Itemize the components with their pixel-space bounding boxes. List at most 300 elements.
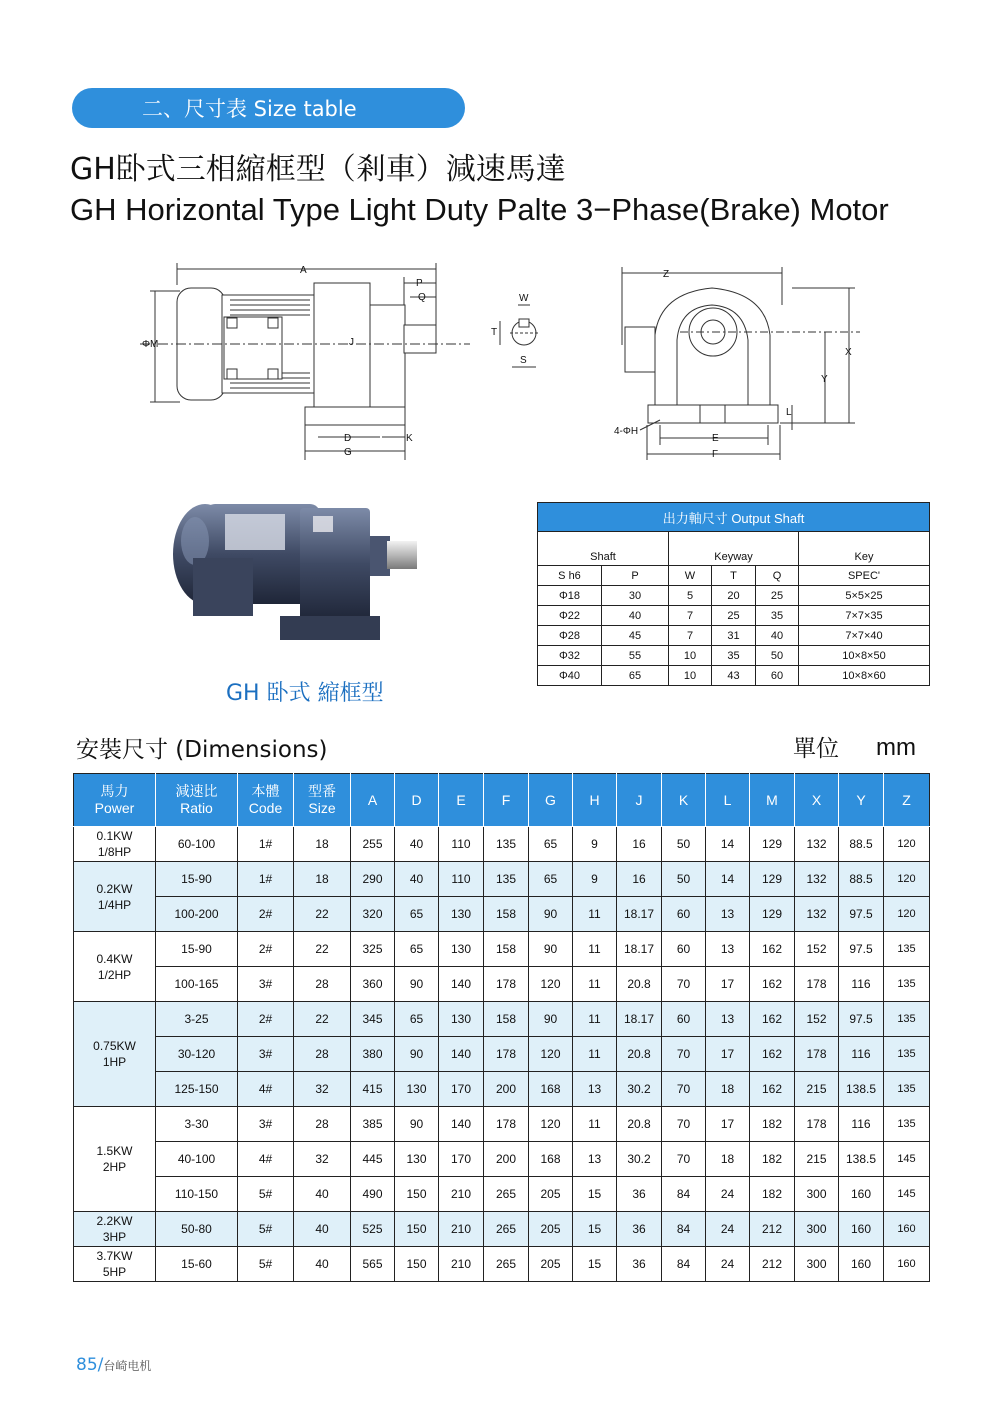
table-cell: 11 xyxy=(573,1107,617,1142)
dim-label-s: S xyxy=(520,355,527,366)
col-header-d: D xyxy=(395,774,439,827)
shaft-cell: 50 xyxy=(756,646,799,666)
col-header-l: L xyxy=(706,774,750,827)
table-cell: 100-200 xyxy=(156,897,238,932)
table-cell: 32 xyxy=(294,1142,351,1177)
table-cell: 130 xyxy=(395,1072,439,1107)
front-view-drawing xyxy=(614,267,860,460)
section-title: 二、尺寸表 Size table xyxy=(142,97,357,121)
table-cell: 116 xyxy=(839,1107,884,1142)
table-cell: 135 xyxy=(884,1002,930,1037)
output-shaft-column-headers xyxy=(538,566,930,586)
table-cell: 50 xyxy=(662,862,706,897)
shaft-cell: 45 xyxy=(602,626,669,646)
shaft-cell: 43 xyxy=(712,666,756,686)
shaft-cell: 40 xyxy=(602,606,669,626)
table-cell: 205 xyxy=(529,1247,573,1282)
dim-label-t: T xyxy=(491,327,498,338)
table-cell: 178 xyxy=(484,967,529,1002)
technical-drawing xyxy=(0,255,990,465)
table-cell: 120 xyxy=(884,862,930,897)
table-cell: 150 xyxy=(395,1247,439,1282)
power-cell: 0.4KW 1/2HP xyxy=(74,932,156,1002)
shaft-col-header: P xyxy=(602,566,669,586)
table-cell: 97.5 xyxy=(839,1002,884,1037)
table-cell: 205 xyxy=(529,1177,573,1212)
shaft-cell: 65 xyxy=(602,666,669,686)
dim-label-d: D xyxy=(344,433,352,444)
col-header-z: Z xyxy=(884,774,930,827)
table-cell: 178 xyxy=(484,1037,529,1072)
table-cell: 2# xyxy=(238,897,294,932)
table-cell: 3-30 xyxy=(156,1107,238,1142)
table-cell: 125-150 xyxy=(156,1072,238,1107)
shaft-col-header: T xyxy=(712,566,756,586)
power-cell: 1.5KW 2HP xyxy=(74,1107,156,1212)
col-header-code: 本體 Code xyxy=(238,774,294,827)
table-cell: 158 xyxy=(484,932,529,967)
table-cell: 5# xyxy=(238,1212,294,1247)
table-cell: 135 xyxy=(884,1107,930,1142)
dim-label-w: W xyxy=(519,293,529,304)
table-cell: 160 xyxy=(839,1177,884,1212)
group-shaft: Shaft xyxy=(538,532,669,566)
table-cell: 170 xyxy=(439,1142,484,1177)
table-cell: 97.5 xyxy=(839,897,884,932)
table-cell: 11 xyxy=(573,1037,617,1072)
table-cell: 40 xyxy=(395,862,439,897)
table-cell: 385 xyxy=(351,1107,395,1142)
table-cell: 415 xyxy=(351,1072,395,1107)
table-cell: 1# xyxy=(238,827,294,862)
table-cell: 160 xyxy=(839,1247,884,1282)
table-cell: 90 xyxy=(529,897,573,932)
shaft-cell: 10×8×50 xyxy=(799,646,930,666)
shaft-cell: 25 xyxy=(712,606,756,626)
table-cell: 215 xyxy=(795,1072,839,1107)
shaft-cell: 7 xyxy=(669,626,712,646)
page-title-cn: GH卧式三相縮框型（剎車）減速馬達 xyxy=(70,152,566,187)
table-cell: 200 xyxy=(484,1142,529,1177)
table-cell: 490 xyxy=(351,1177,395,1212)
dim-label-j: J xyxy=(349,337,354,348)
table-cell: 28 xyxy=(294,1037,351,1072)
table-cell: 15 xyxy=(573,1247,617,1282)
col-header-k: K xyxy=(662,774,706,827)
shaft-col-header: S h6 xyxy=(538,566,602,586)
table-cell: 90 xyxy=(529,932,573,967)
shaft-cell: 10 xyxy=(669,646,712,666)
table-cell: 178 xyxy=(795,967,839,1002)
table-cell: 129 xyxy=(750,862,795,897)
table-cell: 40 xyxy=(294,1177,351,1212)
table-cell: 2# xyxy=(238,932,294,967)
table-cell: 60 xyxy=(662,1002,706,1037)
dim-label-k: K xyxy=(406,433,413,444)
table-cell: 4# xyxy=(238,1142,294,1177)
table-row xyxy=(74,1037,930,1072)
shaft-row xyxy=(538,606,930,626)
table-cell: 110 xyxy=(439,862,484,897)
table-cell: 178 xyxy=(795,1107,839,1142)
table-cell: 90 xyxy=(395,1037,439,1072)
table-row xyxy=(74,1142,930,1177)
table-row xyxy=(74,932,930,967)
table-cell: 135 xyxy=(484,862,529,897)
shaft-cell: 35 xyxy=(756,606,799,626)
table-row xyxy=(74,1212,930,1247)
table-cell: 65 xyxy=(395,897,439,932)
group-key: Key xyxy=(799,532,930,566)
table-cell: 15-90 xyxy=(156,862,238,897)
table-row xyxy=(74,1247,930,1282)
table-row xyxy=(74,1072,930,1107)
table-cell: 32 xyxy=(294,1072,351,1107)
table-cell: 129 xyxy=(750,897,795,932)
shaft-cell: 31 xyxy=(712,626,756,646)
table-cell: 28 xyxy=(294,1107,351,1142)
table-cell: 22 xyxy=(294,932,351,967)
shaft-cell: 7×7×35 xyxy=(799,606,930,626)
table-cell: 11 xyxy=(573,897,617,932)
shaft-cell: Φ28 xyxy=(538,626,602,646)
dim-label-x: X xyxy=(845,347,852,358)
table-cell: 380 xyxy=(351,1037,395,1072)
unit-value: mm xyxy=(876,734,916,761)
table-cell: 30-120 xyxy=(156,1037,238,1072)
table-cell: 265 xyxy=(484,1247,529,1282)
shaft-cell: 5 xyxy=(669,586,712,606)
col-header-a: A xyxy=(351,774,395,827)
shaft-cell: 10 xyxy=(669,666,712,686)
table-cell: 565 xyxy=(351,1247,395,1282)
table-cell: 160 xyxy=(884,1247,930,1282)
table-cell: 20.8 xyxy=(617,1037,662,1072)
table-cell: 18.17 xyxy=(617,1002,662,1037)
dim-label-l: L xyxy=(786,407,792,418)
table-cell: 360 xyxy=(351,967,395,1002)
shaft-cell: 30 xyxy=(602,586,669,606)
power-cell: 3.7KW 5HP xyxy=(74,1247,156,1282)
table-cell: 18 xyxy=(706,1072,750,1107)
table-cell: 120 xyxy=(884,827,930,862)
table-cell: 65 xyxy=(529,862,573,897)
table-cell: 300 xyxy=(795,1177,839,1212)
shaft-row xyxy=(538,626,930,646)
table-cell: 15 xyxy=(573,1177,617,1212)
table-cell: 65 xyxy=(395,932,439,967)
table-cell: 135 xyxy=(484,827,529,862)
table-cell: 60 xyxy=(662,932,706,967)
dim-label-e: E xyxy=(712,433,719,444)
page-title-en: GH Horizontal Type Light Duty Palte 3−Phase(Brake) Motor xyxy=(70,192,889,227)
shaft-cell: Φ22 xyxy=(538,606,602,626)
table-cell: 130 xyxy=(395,1142,439,1177)
table-cell: 50-80 xyxy=(156,1212,238,1247)
table-cell: 162 xyxy=(750,1002,795,1037)
table-cell: 162 xyxy=(750,932,795,967)
table-cell: 24 xyxy=(706,1212,750,1247)
table-cell: 70 xyxy=(662,1107,706,1142)
table-cell: 135 xyxy=(884,1072,930,1107)
col-header-j: J xyxy=(617,774,662,827)
brand-name: 台崎电机 xyxy=(103,1359,152,1373)
shaft-cell: 7×7×40 xyxy=(799,626,930,646)
table-cell: 160 xyxy=(839,1212,884,1247)
table-cell: 205 xyxy=(529,1212,573,1247)
table-cell: 325 xyxy=(351,932,395,967)
table-cell: 130 xyxy=(439,1002,484,1037)
table-cell: 290 xyxy=(351,862,395,897)
dim-label-f: F xyxy=(712,449,719,460)
table-cell: 11 xyxy=(573,932,617,967)
dim-label-q: Q xyxy=(418,292,426,303)
table-cell: 88.5 xyxy=(839,827,884,862)
table-cell: 140 xyxy=(439,1107,484,1142)
table-cell: 13 xyxy=(706,1002,750,1037)
table-cell: 16 xyxy=(617,862,662,897)
table-cell: 110-150 xyxy=(156,1177,238,1212)
table-cell: 145 xyxy=(884,1142,930,1177)
table-cell: 40 xyxy=(294,1212,351,1247)
dim-label-z: Z xyxy=(663,269,670,280)
col-header-h: H xyxy=(573,774,617,827)
shaft-cell: 5×5×25 xyxy=(799,586,930,606)
table-cell: 140 xyxy=(439,967,484,1002)
table-cell: 17 xyxy=(706,1037,750,1072)
col-header-power: 馬力 Power xyxy=(74,774,156,827)
table-cell: 90 xyxy=(395,1107,439,1142)
table-cell: 120 xyxy=(529,967,573,1002)
table-cell: 18.17 xyxy=(617,897,662,932)
shaft-col-header: Q xyxy=(756,566,799,586)
table-cell: 40 xyxy=(395,827,439,862)
col-header-m: M xyxy=(750,774,795,827)
table-cell: 70 xyxy=(662,967,706,1002)
table-cell: 140 xyxy=(439,1037,484,1072)
table-cell: 160 xyxy=(884,1212,930,1247)
col-header-g: G xyxy=(529,774,573,827)
table-cell: 16 xyxy=(617,827,662,862)
table-cell: 5# xyxy=(238,1247,294,1282)
table-cell: 320 xyxy=(351,897,395,932)
table-cell: 18 xyxy=(706,1142,750,1177)
table-cell: 200 xyxy=(484,1072,529,1107)
power-cell: 0.75KW 1HP xyxy=(74,1002,156,1107)
shaft-row xyxy=(538,586,930,606)
table-cell: 40 xyxy=(294,1247,351,1282)
table-cell: 100-165 xyxy=(156,967,238,1002)
output-shaft-title: 出力軸尺寸 Output Shaft xyxy=(538,503,930,532)
table-cell: 120 xyxy=(884,897,930,932)
shaft-col-header: W xyxy=(669,566,712,586)
col-header-e: E xyxy=(439,774,484,827)
table-cell: 150 xyxy=(395,1212,439,1247)
table-row xyxy=(74,862,930,897)
table-cell: 88.5 xyxy=(839,862,884,897)
table-cell: 212 xyxy=(750,1212,795,1247)
table-cell: 135 xyxy=(884,967,930,1002)
table-cell: 162 xyxy=(750,1037,795,1072)
table-cell: 36 xyxy=(617,1247,662,1282)
table-cell: 84 xyxy=(662,1177,706,1212)
table-cell: 265 xyxy=(484,1177,529,1212)
table-cell: 170 xyxy=(439,1072,484,1107)
table-cell: 2# xyxy=(238,1002,294,1037)
table-cell: 182 xyxy=(750,1142,795,1177)
table-cell: 15-60 xyxy=(156,1247,238,1282)
table-cell: 300 xyxy=(795,1212,839,1247)
table-cell: 132 xyxy=(795,827,839,862)
table-cell: 265 xyxy=(484,1212,529,1247)
table-cell: 210 xyxy=(439,1212,484,1247)
table-row xyxy=(74,1002,930,1037)
table-cell: 300 xyxy=(795,1247,839,1282)
table-row xyxy=(74,897,930,932)
motor-photo xyxy=(165,496,420,656)
table-cell: 3# xyxy=(238,1037,294,1072)
table-cell: 18.17 xyxy=(617,932,662,967)
table-cell: 178 xyxy=(795,1037,839,1072)
table-cell: 13 xyxy=(706,897,750,932)
power-cell: 0.2KW 1/4HP xyxy=(74,862,156,932)
unit-label: 單位 xyxy=(793,736,839,762)
shaft-row xyxy=(538,666,930,686)
dim-label-p: P xyxy=(416,278,423,289)
table-cell: 5# xyxy=(238,1177,294,1212)
table-cell: 24 xyxy=(706,1177,750,1212)
table-cell: 210 xyxy=(439,1247,484,1282)
table-cell: 15-90 xyxy=(156,932,238,967)
shaft-section-drawing xyxy=(491,293,538,367)
power-cell: 2.2KW 3HP xyxy=(74,1212,156,1247)
shaft-cell: Φ32 xyxy=(538,646,602,666)
table-cell: 4# xyxy=(238,1072,294,1107)
table-cell: 84 xyxy=(662,1247,706,1282)
table-cell: 162 xyxy=(750,967,795,1002)
table-cell: 13 xyxy=(573,1142,617,1177)
table-cell: 138.5 xyxy=(839,1072,884,1107)
table-cell: 30.2 xyxy=(617,1142,662,1177)
table-cell: 445 xyxy=(351,1142,395,1177)
page-number: 85/ xyxy=(76,1355,104,1375)
table-cell: 18 xyxy=(294,827,351,862)
section-pill xyxy=(72,88,465,128)
shaft-row xyxy=(538,646,930,666)
table-cell: 116 xyxy=(839,1037,884,1072)
table-row xyxy=(74,827,930,862)
shaft-cell: 40 xyxy=(756,626,799,646)
table-cell: 70 xyxy=(662,1072,706,1107)
table-cell: 132 xyxy=(795,862,839,897)
table-cell: 60-100 xyxy=(156,827,238,862)
shaft-cell: 10×8×60 xyxy=(799,666,930,686)
table-cell: 17 xyxy=(706,967,750,1002)
col-header-size: 型番 Size xyxy=(294,774,351,827)
table-cell: 14 xyxy=(706,827,750,862)
dim-label-g: G xyxy=(344,447,352,458)
shaft-cell: Φ18 xyxy=(538,586,602,606)
table-cell: 11 xyxy=(573,1002,617,1037)
table-cell: 70 xyxy=(662,1037,706,1072)
shaft-cell: 60 xyxy=(756,666,799,686)
col-header-f: F xyxy=(484,774,529,827)
table-cell: 36 xyxy=(617,1177,662,1212)
table-row xyxy=(74,967,930,1002)
table-cell: 168 xyxy=(529,1072,573,1107)
group-keyway: Keyway xyxy=(669,532,799,566)
shaft-cell: Φ40 xyxy=(538,666,602,686)
shaft-col-header: SPEC' xyxy=(799,566,930,586)
col-header-y: Y xyxy=(839,774,884,827)
table-cell: 30.2 xyxy=(617,1072,662,1107)
table-cell: 22 xyxy=(294,1002,351,1037)
table-cell: 3-25 xyxy=(156,1002,238,1037)
table-cell: 158 xyxy=(484,1002,529,1037)
table-cell: 120 xyxy=(529,1037,573,1072)
table-cell: 110 xyxy=(439,827,484,862)
col-header-x: X xyxy=(795,774,839,827)
table-cell: 129 xyxy=(750,827,795,862)
table-cell: 90 xyxy=(529,1002,573,1037)
table-cell: 36 xyxy=(617,1212,662,1247)
table-cell: 120 xyxy=(529,1107,573,1142)
table-cell: 152 xyxy=(795,1002,839,1037)
table-cell: 13 xyxy=(706,932,750,967)
table-cell: 70 xyxy=(662,1142,706,1177)
table-cell: 182 xyxy=(750,1177,795,1212)
table-cell: 135 xyxy=(884,1037,930,1072)
table-cell: 20.8 xyxy=(617,967,662,1002)
table-cell: 97.5 xyxy=(839,932,884,967)
table-cell: 65 xyxy=(395,1002,439,1037)
shaft-cell: 35 xyxy=(712,646,756,666)
table-cell: 15 xyxy=(573,1212,617,1247)
dim-label-a: A xyxy=(300,265,307,276)
table-row xyxy=(74,1107,930,1142)
table-cell: 9 xyxy=(573,862,617,897)
table-cell: 17 xyxy=(706,1107,750,1142)
output-shaft-table xyxy=(537,502,930,686)
table-cell: 9 xyxy=(573,827,617,862)
table-cell: 65 xyxy=(529,827,573,862)
table-cell: 14 xyxy=(706,862,750,897)
table-cell: 182 xyxy=(750,1107,795,1142)
table-cell: 116 xyxy=(839,967,884,1002)
table-cell: 24 xyxy=(706,1247,750,1282)
table-cell: 132 xyxy=(795,897,839,932)
table-cell: 150 xyxy=(395,1177,439,1212)
table-cell: 18 xyxy=(294,862,351,897)
table-cell: 28 xyxy=(294,967,351,1002)
table-cell: 3# xyxy=(238,1107,294,1142)
table-cell: 90 xyxy=(395,967,439,1002)
table-cell: 525 xyxy=(351,1212,395,1247)
table-cell: 145 xyxy=(884,1177,930,1212)
dimensions-table xyxy=(73,773,930,1282)
table-cell: 215 xyxy=(795,1142,839,1177)
side-view-drawing xyxy=(140,263,470,460)
table-cell: 1# xyxy=(238,862,294,897)
dim-label-y: Y xyxy=(821,374,828,385)
table-cell: 255 xyxy=(351,827,395,862)
shaft-cell: 7 xyxy=(669,606,712,626)
table-cell: 50 xyxy=(662,827,706,862)
table-cell: 20.8 xyxy=(617,1107,662,1142)
col-header-ratio: 減速比 Ratio xyxy=(156,774,238,827)
page-footer xyxy=(76,1355,151,1375)
power-cell: 0.1KW 1/8HP xyxy=(74,827,156,862)
